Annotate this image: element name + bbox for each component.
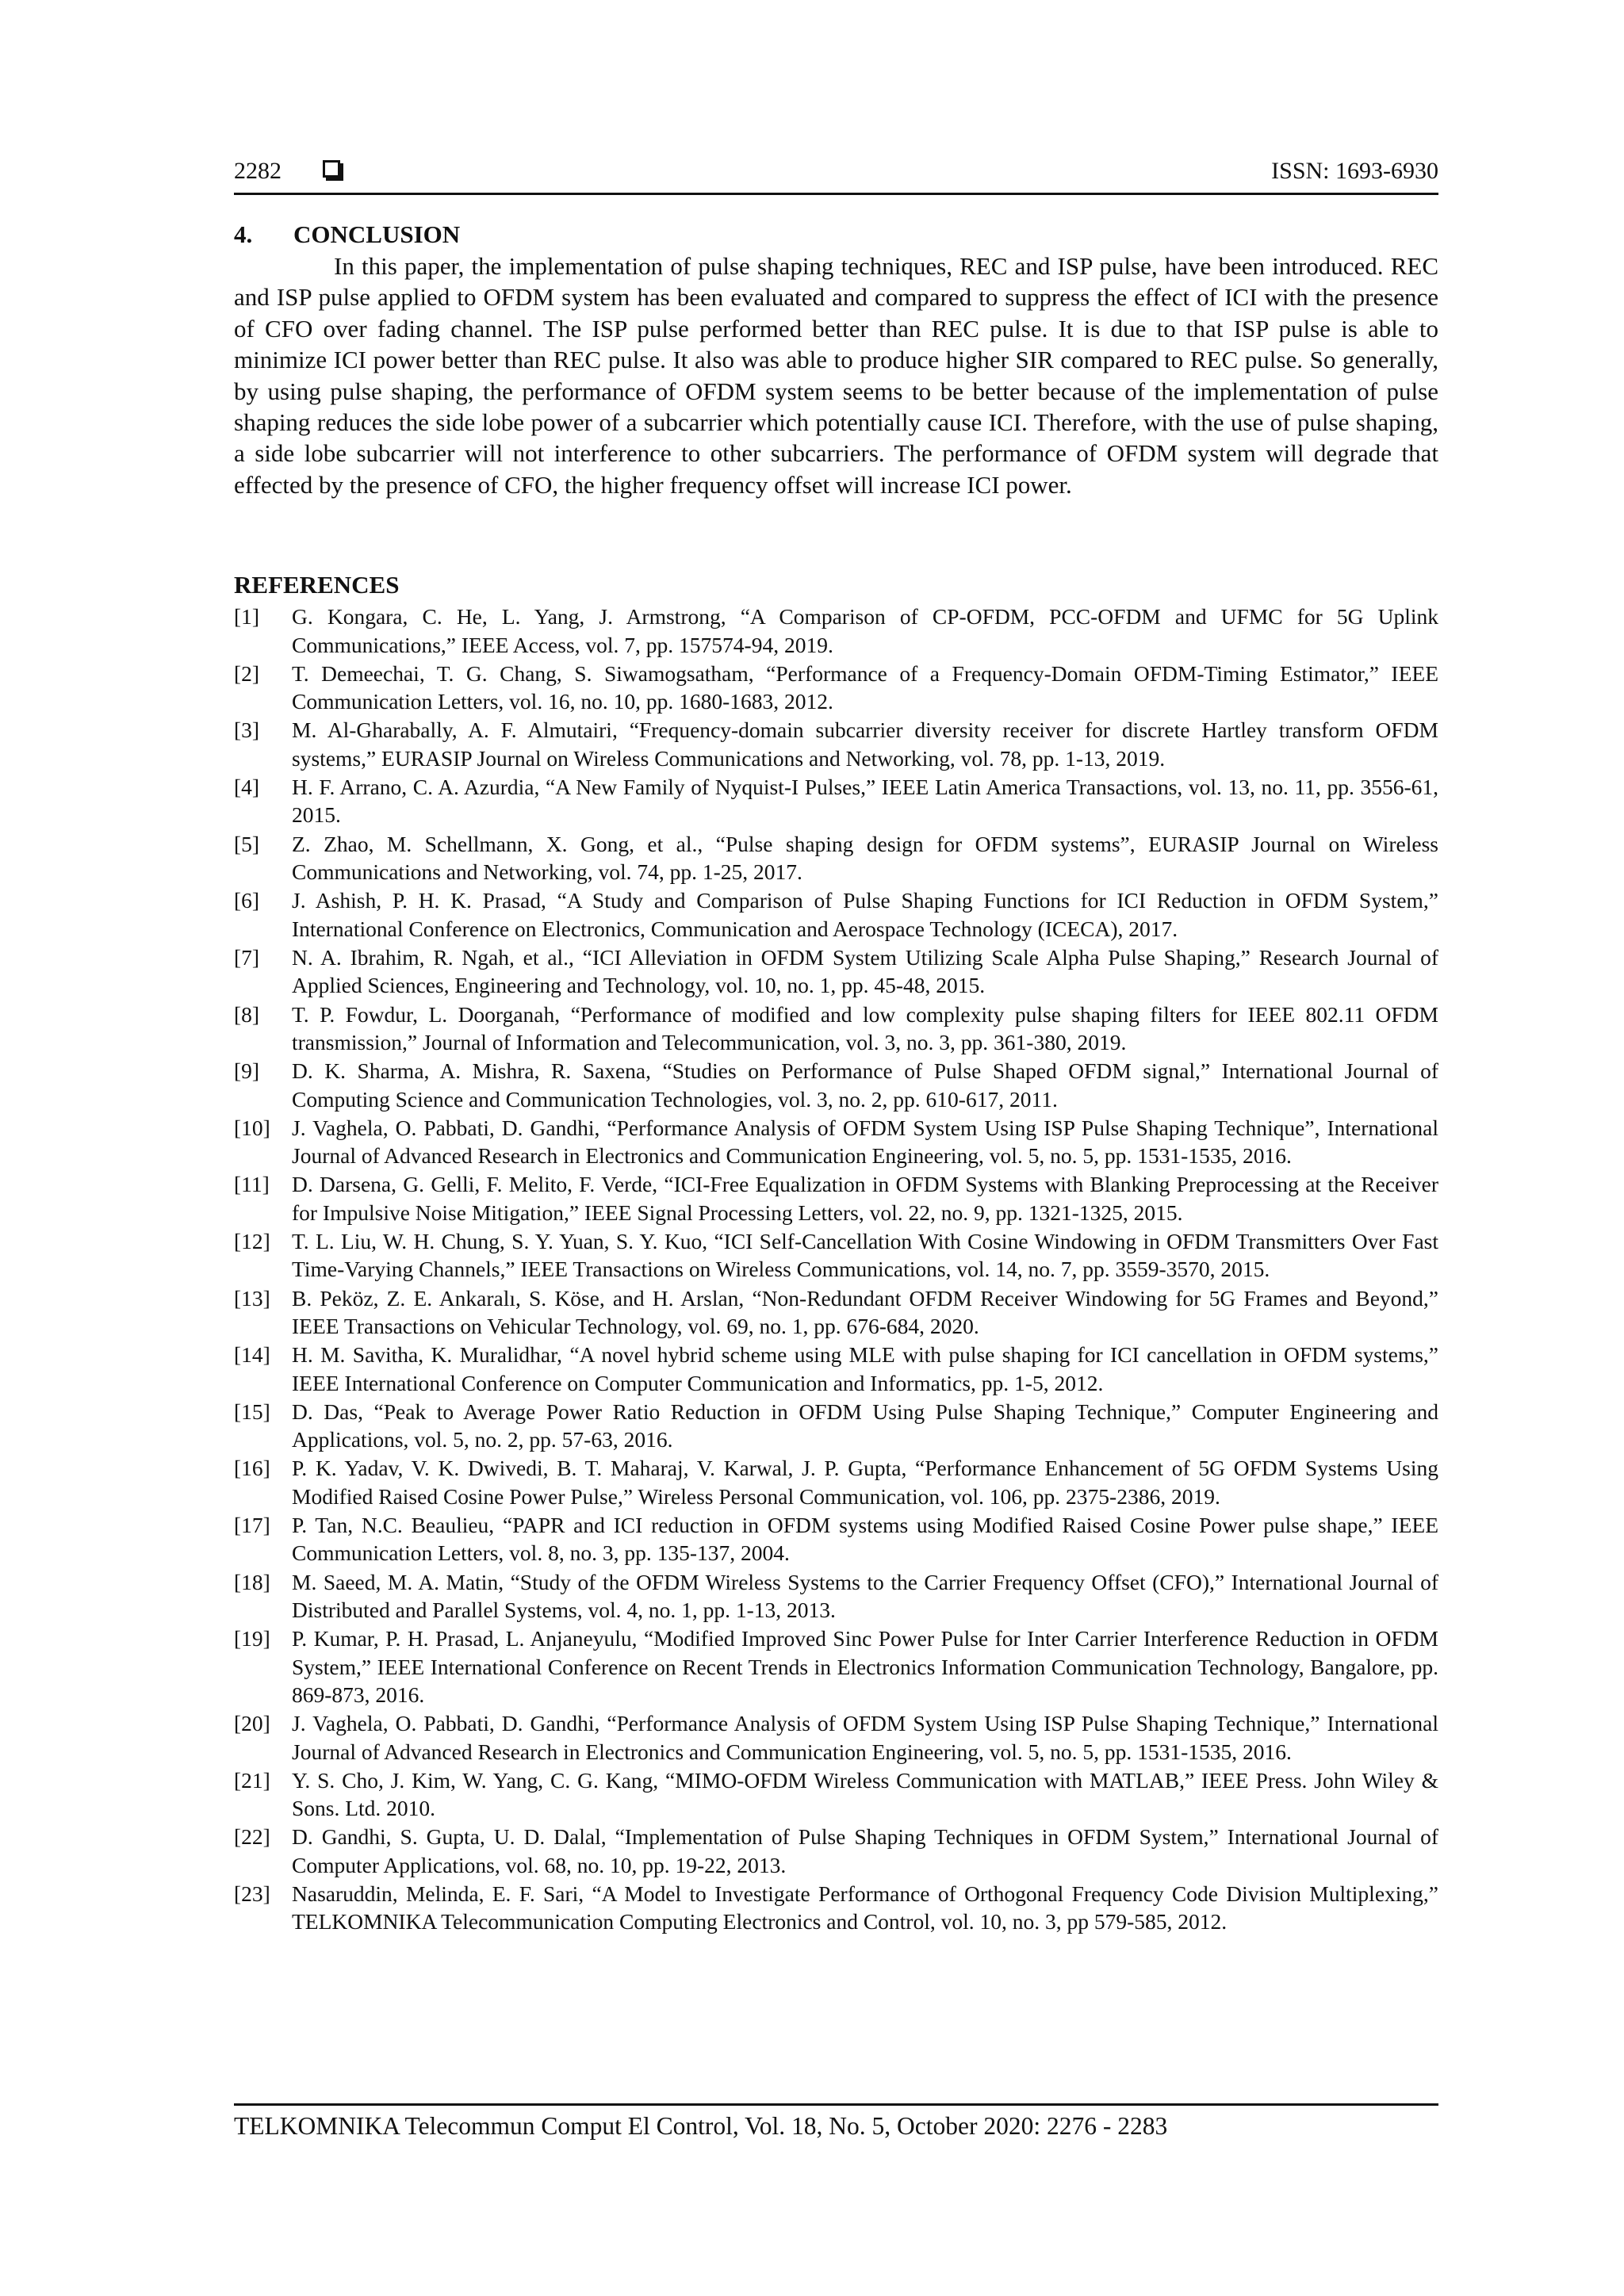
reference-number: [10] (234, 1115, 270, 1140)
reference-item (234, 1511, 1438, 1567)
reference-text: J. Vaghela, O. Pabbati, D. Gandhi, “Performance Analysis of OFDM System Using ISP Pulse Shaping Technique,” International Journal of Advanced Research in Electronics and Communication Engineering, vol. 5, no. 5, pp. 1531-1535, 2016. (292, 1711, 1438, 1764)
reference-number: [22] (234, 1824, 270, 1850)
conclusion-paragraph: In this paper, the implementation of pulse shaping techniques, REC and ISP pulse, have been introduced. REC and ISP pulse applied to OFDM system has been evaluated and compared to suppress the effect of ICI with the presence of CFO over fading channel. The ISP pulse performed better than REC pulse. It is due to that ISP pulse is able to minimize ICI power better than REC pulse. It also was able to produce higher SIR compared to REC pulse. So generally, by using pulse shaping, the performance of OFDM system seems to be better because of the implementation of pulse shaping reduces the side lobe power of a subcarrier which potentially cause ICI. Therefore, with the use of pulse shaping, a side lobe subcarrier will not interference to other subcarriers. The performance of OFDM system will degrade that effected by the presence of CFO, the higher frequency offset will increase ICI power. (234, 252, 1438, 499)
reference-item (234, 943, 1438, 1000)
reference-text: H. M. Savitha, K. Muralidhar, “A novel hybrid scheme using MLE with pulse shaping for ICI cancellation in OFDM systems,” IEEE International Conference on Computer Communication and Informatics, pp. 1-5, 2012. (292, 1342, 1438, 1395)
reference-item (234, 1284, 1438, 1341)
footer-rule (234, 2103, 1438, 2106)
reference-item (234, 1766, 1438, 1823)
reference-text: M. Al-Gharabally, A. F. Almutairi, “Frequency-domain subcarrier diversity receiver for discrete Hartley transform OFDM systems,” EURASIP Journal on Wireless Communications and Networking, vol. 78, pp. 1-13, 2019. (292, 718, 1438, 771)
reference-item (234, 1114, 1438, 1170)
reference-item (234, 1341, 1438, 1397)
reference-number: [4] (234, 775, 260, 800)
reference-list (234, 603, 1438, 1936)
reference-item (234, 1624, 1438, 1709)
reference-text: Nasaruddin, Melinda, E. F. Sari, “A Model to Investigate Performance of Orthogonal Frequency Code Division Multiplexing,” TELKOMNIKA Telecommunication Computing Electronics and Control, vol. 10, no. 3, pp 579-585, 2012. (292, 1881, 1438, 1934)
reference-item (234, 603, 1438, 659)
reference-item (234, 1454, 1438, 1510)
reference-text: J. Vaghela, O. Pabbati, D. Gandhi, “Performance Analysis of OFDM System Using ISP Pulse Shaping Technique”, International Journal of Advanced Research in Electronics and Communication Engineering, vol. 5, no. 5, pp. 1531-1535, 2016. (292, 1115, 1438, 1169)
reference-number: [9] (234, 1058, 260, 1084)
reference-text: J. Ashish, P. H. K. Prasad, “A Study and Comparison of Pulse Shaping Functions for ICI Reduction in OFDM System,” International Conference on Electronics, Communication and Aerospace Technology (ICECA), 2017. (292, 888, 1438, 941)
reference-number: [12] (234, 1228, 270, 1253)
reference-text: G. Kongara, C. He, L. Yang, J. Armstrong, “A Comparison of CP-OFDM, PCC-OFDM and UFMC for 5G Uplink Communications,” IEEE Access, vol. 7, pp. 157574-94, 2019. (292, 604, 1438, 657)
reference-item (234, 1568, 1438, 1624)
reference-item (234, 886, 1438, 943)
reference-item (234, 773, 1438, 829)
footer-citation: TELKOMNIKA Telecommun Comput El Control, Vol. 18, No. 5, October 2020: 2276 - 2283 (234, 2112, 1168, 2140)
reference-item (234, 716, 1438, 772)
reference-item (234, 1001, 1438, 1057)
reference-text: N. A. Ibrahim, R. Ngah, et al., “ICI Alleviation in OFDM System Utilizing Scale Alpha Pulse Shaping,” Research Journal of Applied Sciences, Engineering and Technology, vol. 10, no. 1, pp. 45-48, 2015. (292, 944, 1438, 998)
reference-number: [14] (234, 1342, 270, 1368)
reference-number: [21] (234, 1767, 270, 1793)
reference-number: [7] (234, 944, 260, 970)
reference-number: [1] (234, 604, 260, 629)
reference-number: [19] (234, 1626, 270, 1651)
reference-text: D. Das, “Peak to Average Power Ratio Reduction in OFDM Using Pulse Shaping Technique,” Computer Engineering and Applications, vol. 5, no. 2, pp. 57-63, 2016. (292, 1399, 1438, 1452)
references-heading: REFERENCES (234, 571, 400, 599)
reference-number: [18] (234, 1569, 270, 1594)
reference-item (234, 1227, 1438, 1284)
reference-text: P. Tan, N.C. Beaulieu, “PAPR and ICI reduction in OFDM systems using Modified Raised Cosine Power pulse shape,” IEEE Communication Letters, vol. 8, no. 3, pp. 135-137, 2004. (292, 1513, 1438, 1566)
reference-number: [3] (234, 718, 260, 743)
reference-item (234, 1170, 1438, 1226)
reference-text: Z. Zhao, M. Schellmann, X. Gong, et al., “Pulse shaping design for OFDM systems”, EURASIP Journal on Wireless Communications and Networking, vol. 74, pp. 1-25, 2017. (292, 831, 1438, 885)
reference-text: T. P. Fowdur, L. Doorganah, “Performance of modified and low complexity pulse shaping filters for IEEE 802.11 OFDM transmission,” Journal of Information and Telecommunication, vol. 3, no. 3, pp. 361-380, 2019. (292, 1001, 1438, 1054)
header-rule (234, 193, 1438, 195)
reference-number: [8] (234, 1001, 260, 1027)
reference-number: [6] (234, 888, 260, 913)
section-number: 4. (234, 220, 253, 248)
reference-number: [11] (234, 1172, 270, 1197)
issn: ISSN: 1693-6930 (1271, 158, 1438, 184)
reference-item (234, 1398, 1438, 1454)
reference-item (234, 1823, 1438, 1879)
reference-item (234, 1880, 1438, 1936)
page-number: 2282 (234, 158, 282, 184)
reference-item (234, 830, 1438, 886)
reference-number: [13] (234, 1285, 270, 1311)
reference-item (234, 1057, 1438, 1113)
conclusion-heading (234, 219, 1438, 251)
reference-text: P. Kumar, P. H. Prasad, L. Anjaneyulu, “Modified Improved Sinc Power Pulse for Inter Carrier Interference Reduction in OFDM System,” IEEE International Conference on Recent Trends in Electronics Information Communication Technology, Bangalore, pp. 869-873, 2016. (292, 1626, 1438, 1708)
reference-text: B. Peköz, Z. E. Ankaralı, S. Köse, and H. Arslan, “Non-Redundant OFDM Receiver Windowing for 5G Frames and Beyond,” IEEE Transactions on Vehicular Technology, vol. 69, no. 1, pp. 676-684, 2020. (292, 1285, 1438, 1338)
reference-text: T. L. Liu, W. H. Chung, S. Y. Yuan, S. Y. Kuo, “ICI Self-Cancellation With Cosine Windowing in OFDM Transmitters Over Fast Time-Varying Channels,” IEEE Transactions on Wireless Communications, vol. 14, no. 7, pp. 3559-3570, 2015. (292, 1228, 1438, 1282)
shadow-box-icon (323, 160, 340, 178)
reference-number: [15] (234, 1399, 270, 1424)
reference-item (234, 1709, 1438, 1766)
reference-text: Y. S. Cho, J. Kim, W. Yang, C. G. Kang, “MIMO-OFDM Wireless Communication with MATLAB,” IEEE Press. John Wiley & Sons. Ltd. 2010. (292, 1767, 1438, 1821)
reference-number: [5] (234, 831, 260, 856)
page-header (234, 155, 1438, 190)
reference-text: D. Darsena, G. Gelli, F. Melito, F. Verde, “ICI-Free Equalization in OFDM Systems with Blanking Preprocessing at the Receiver for Impulsive Noise Mitigation,” IEEE Signal Processing Letters, vol. 22, no. 9, pp. 1321-1325, 2015. (292, 1172, 1438, 1225)
reference-number: [20] (234, 1711, 270, 1736)
reference-number: [2] (234, 660, 260, 686)
reference-text: M. Saeed, M. A. Matin, “Study of the OFDM Wireless Systems to the Carrier Frequency Offset (CFO),” International Journal of Distributed and Parallel Systems, vol. 4, no. 1, pp. 1-13, 2013. (292, 1569, 1438, 1623)
reference-text: P. K. Yadav, V. K. Dwivedi, B. T. Maharaj, V. Karwal, J. P. Gupta, “Performance Enhancement of 5G OFDM Systems Using Modified Raised Cosine Power Pulse,” Wireless Personal Communication, vol. 106, pp. 2375-2386, 2019. (292, 1456, 1438, 1509)
reference-text: T. Demeechai, T. G. Chang, S. Siwamogsatham, “Performance of a Frequency-Domain OFDM-Timing Estimator,” IEEE Communication Letters, vol. 16, no. 10, pp. 1680-1683, 2012. (292, 660, 1438, 714)
reference-number: [23] (234, 1881, 270, 1907)
reference-text: D. K. Sharma, A. Mishra, R. Saxena, “Studies on Performance of Pulse Shaped OFDM signal,” International Journal of Computing Science and Communication Technologies, vol. 3, no. 2, pp. 610-617, 2011. (292, 1058, 1438, 1112)
reference-text: D. Gandhi, S. Gupta, U. D. Dalal, “Implementation of Pulse Shaping Techniques in OFDM System,” International Journal of Computer Applications, vol. 68, no. 10, pp. 19-22, 2013. (292, 1824, 1438, 1877)
reference-text: H. F. Arrano, C. A. Azurdia, “A New Family of Nyquist-I Pulses,” IEEE Latin America Transactions, vol. 13, no. 11, pp. 3556-61, 2015. (292, 775, 1438, 828)
reference-item (234, 660, 1438, 716)
section-title: CONCLUSION (293, 220, 461, 248)
main-content (234, 219, 1438, 1937)
reference-number: [17] (234, 1513, 270, 1537)
reference-number: [16] (234, 1456, 270, 1481)
